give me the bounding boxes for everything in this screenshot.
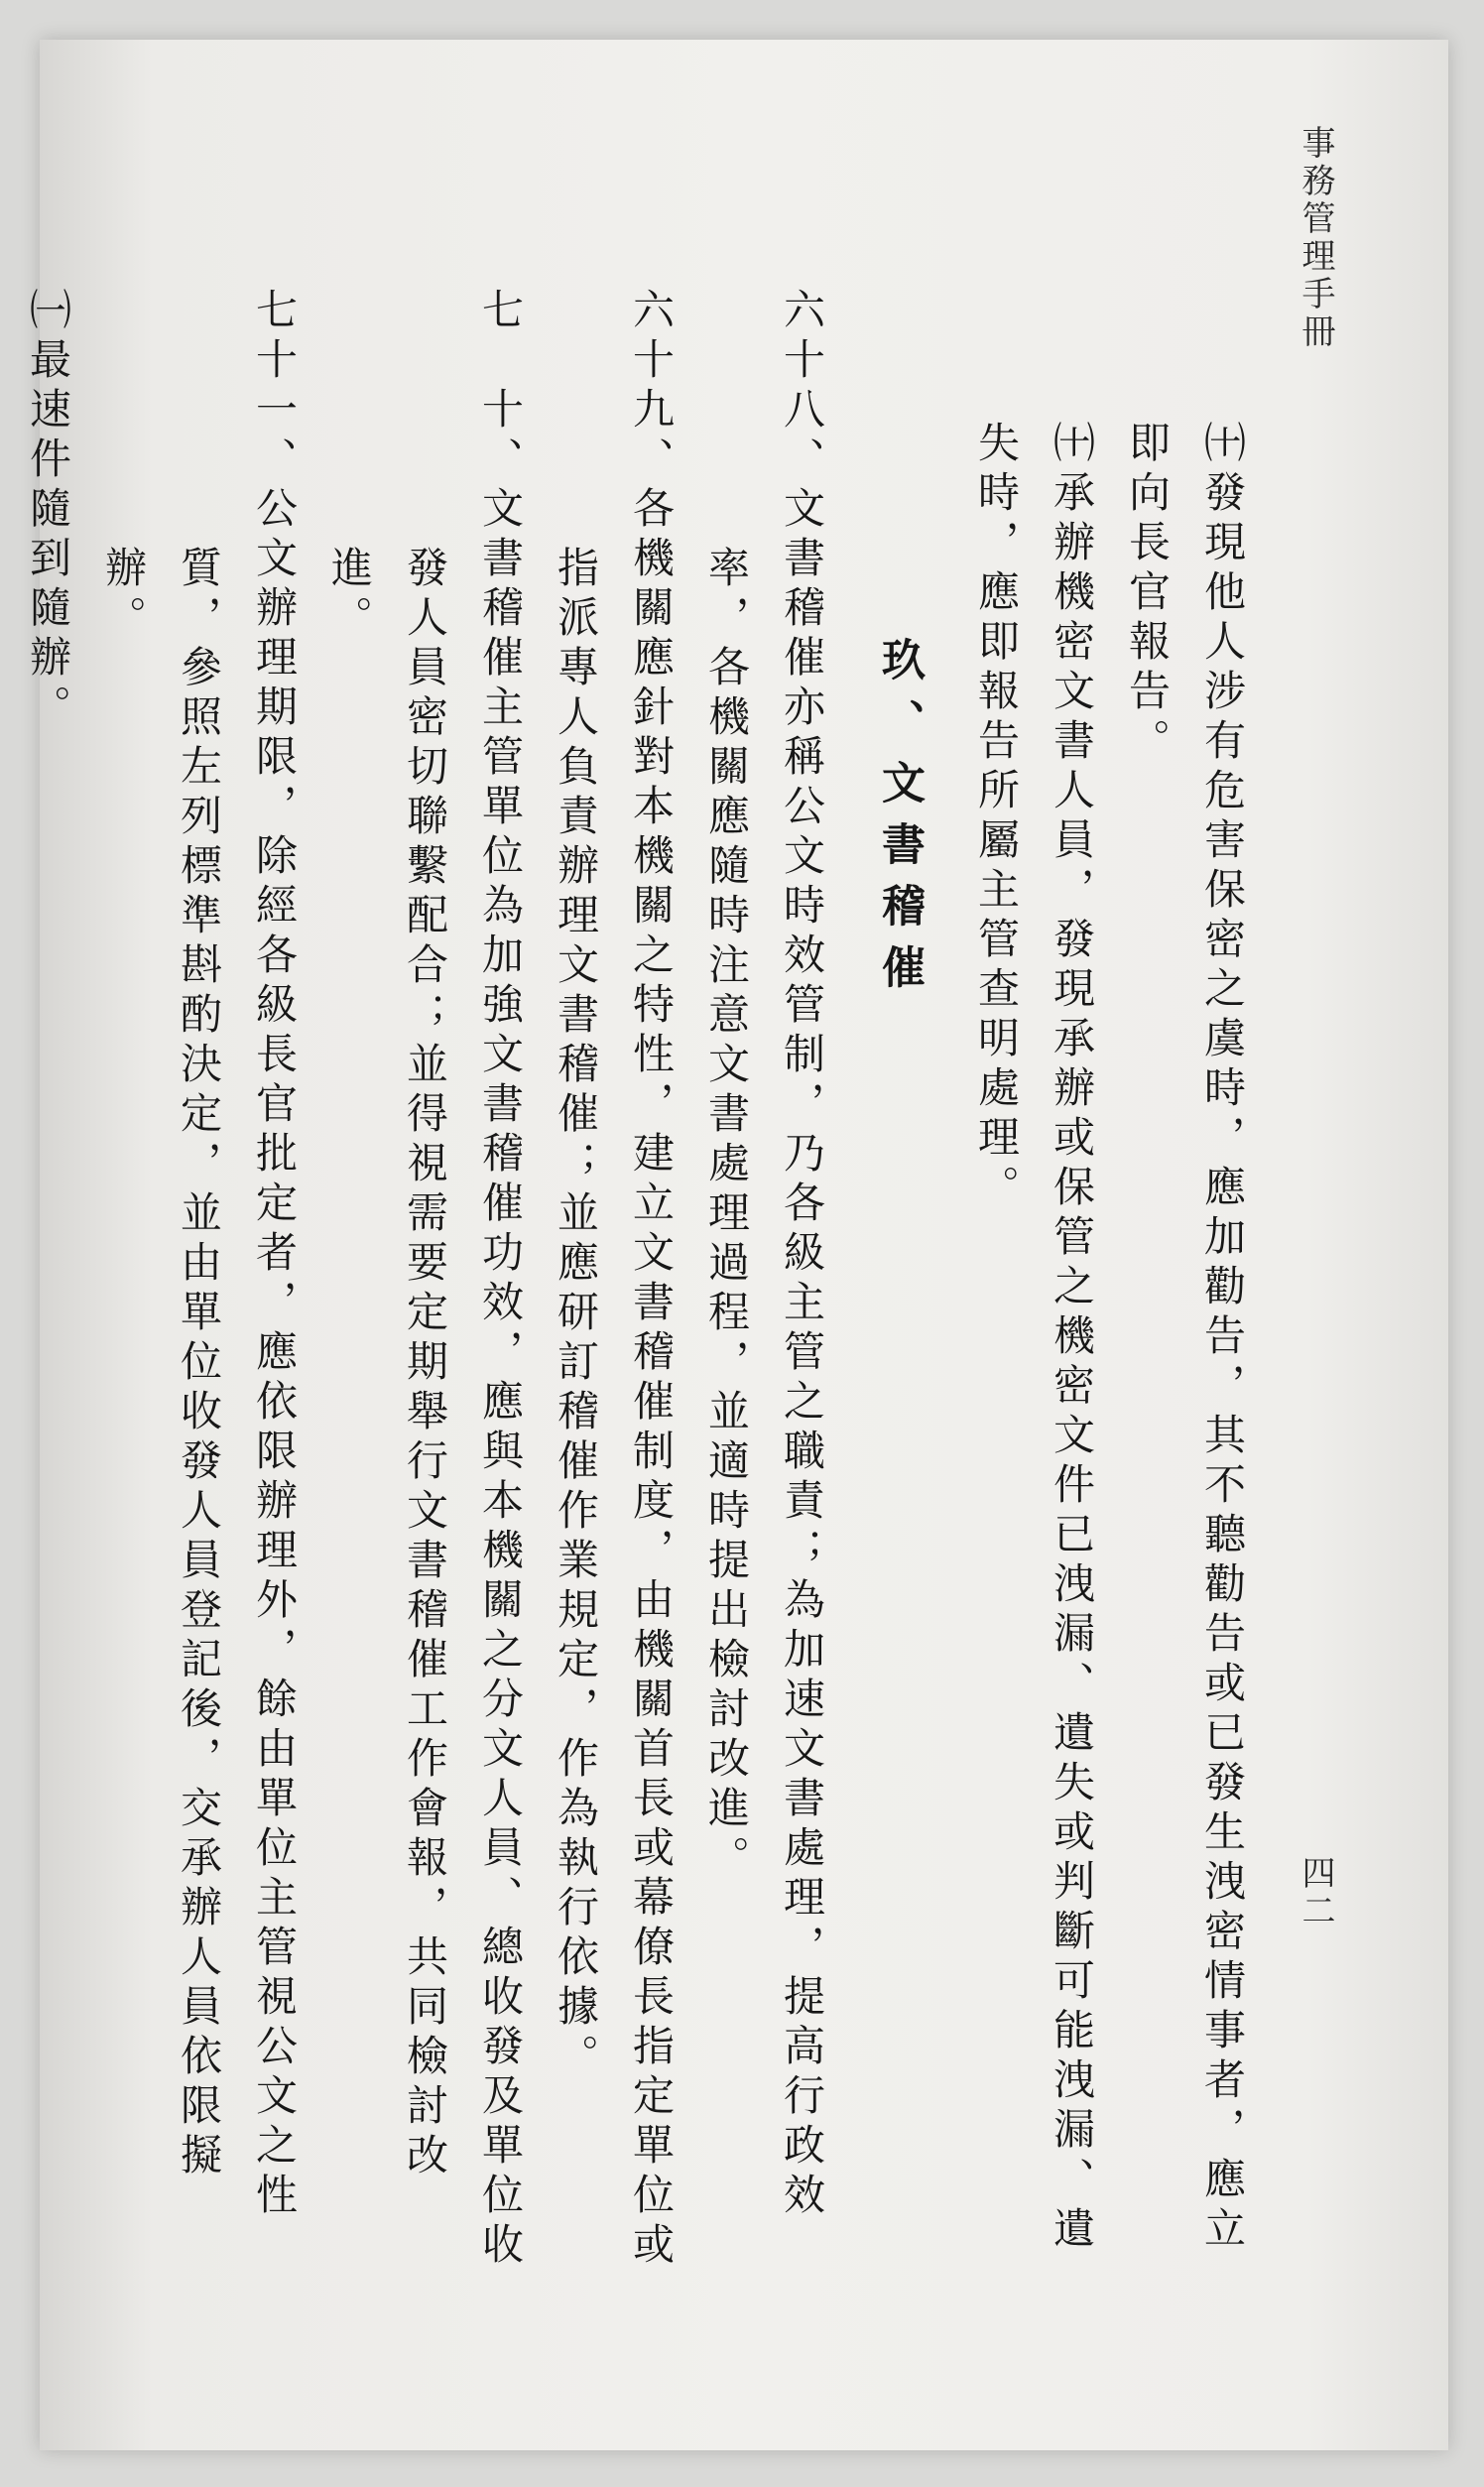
article-68: 六十八、文書稽催亦稱公文時效管制，乃各級主管之職責；為加速文書處理，提高行政效率，各機關應隨時注意文書處理過程，並適時提出檢討改進。 xyxy=(702,288,826,2222)
page-number: 四二 xyxy=(1296,1855,1335,1930)
article-71: 七十一、公文辦理期限，除經各級長官批定者，應依限辦理外，餘由單位主管視公文之性質，參照左列標準斟酌決定，並由單位收發人員登記後，交承辦人員依限擬辦。 xyxy=(99,288,299,2222)
article-70: 七 十、文書稽催主管單位為加強文書稽催功效，應與本機關之分文人員、總收發及單位收發人員密切聯繫配合；並得視需要定期舉行文書稽催工作會報，共同檢討改進。 xyxy=(325,288,525,2272)
article-69: 六十九、各機關應針對本機關之特性，建立文書稽催制度，由機關首長或幕僚長指定單位或指派專人負責辦理文書稽催；並應研訂稽催作業規定，作為執行依據。 xyxy=(552,288,676,2272)
article-71-item-1: ㈠最速件隨到隨辦。 xyxy=(24,288,72,734)
article-71-item-2 xyxy=(0,288,10,2272)
book-page xyxy=(24,40,1448,2450)
page-body xyxy=(0,288,1260,2272)
running-head: 事務管理手冊 xyxy=(1296,125,1335,351)
item-10: ㈩發現他人涉有危害保密之虞時，應加勸告，其不聽勸告或已發生洩密情事者，應立即向長官報告。 xyxy=(1123,421,1247,2257)
item-11: ㈩承辦機密文書人員，發現承辦或保管之機密文件已洩漏、遺失或判斷可能洩漏、遺失時，應即報告所屬主管查明處理。 xyxy=(972,421,1096,2257)
section-heading: 玖、文書稽催 xyxy=(874,637,925,1006)
